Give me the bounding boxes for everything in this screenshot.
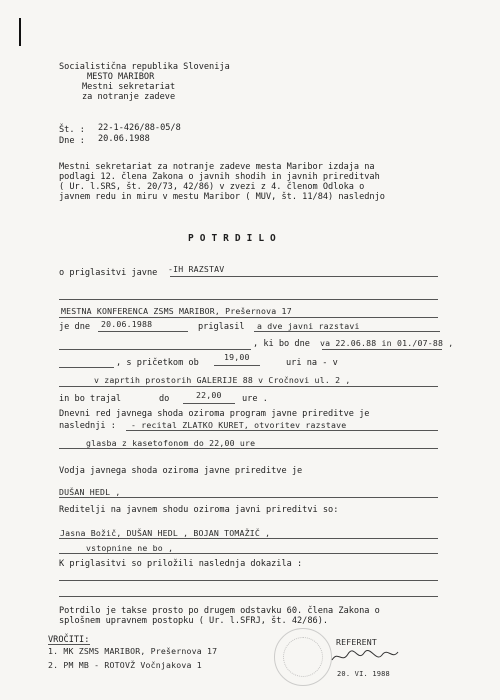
- stamp-date: 20. VI. 1988: [337, 670, 390, 678]
- form-l5-time: 19,00: [224, 352, 250, 362]
- form-l4-blank: [59, 349, 251, 350]
- form-l7-prefix: in bo trajal: [59, 394, 122, 404]
- form-l9-prefix: naslednji :: [59, 421, 116, 431]
- form-l7-suffix: ure .: [242, 394, 268, 404]
- form-l4-value: va 22.06.88 in 01./07-88 ,: [320, 338, 454, 348]
- form-l5-suffix: uri na - v: [286, 358, 338, 368]
- form-l2-value: MESTNA KONFERENCA ZSMS MARIBOR, Prešernova 17: [61, 306, 292, 316]
- form-l4-text: , ki bo dne: [253, 339, 310, 349]
- intro-line-2: podlagi 12. člena Zakona o javnih shodih in javnih prireditvah: [59, 172, 380, 182]
- form-l3-prefix: je dne: [59, 322, 91, 332]
- form-l1-prefix: o priglasitvi javne: [59, 268, 158, 278]
- form-l9-value: - recital ZLATKO KURET, otvoritev razstave: [131, 420, 347, 430]
- form-l12-value: DUŠAN HEDL ,: [59, 487, 121, 497]
- form-l7-time: 22,00: [196, 390, 222, 400]
- ref-date-label: Dne :: [59, 136, 85, 146]
- form-blank-line-2: [59, 596, 438, 597]
- form-l2-top-rule: [59, 299, 438, 300]
- footer-line-2: splošnem upravnem postopku ( Ur. l.SFRJ, št. 42/86).: [59, 616, 329, 626]
- form-l1-underline: [170, 276, 438, 277]
- form-l15-value: vstopnine ne bo ,: [86, 543, 174, 553]
- header-line-4: za notranje zadeve: [82, 92, 176, 102]
- vrociti-label: VROČITI:: [48, 635, 90, 645]
- form-l13: Reditelji na javnem shodu oziroma javni prireditvi so:: [59, 505, 339, 515]
- form-l8: Dnevni red javnega shoda oziroma program javne prireditve je: [59, 409, 370, 419]
- official-stamp: [274, 628, 332, 686]
- vrociti-underline: [48, 644, 90, 645]
- intro-line-3: ( Ur. l.SRS, št. 20/73, 42/86) v zvezi z 4. členom Odloka o: [59, 182, 365, 192]
- ref-number-value: 22-1-426/88-05/8: [98, 123, 181, 133]
- form-l4-underline: [322, 349, 442, 350]
- form-l5-blank: [59, 367, 114, 368]
- form-l6-underline: [59, 386, 438, 387]
- form-l12-underline: [59, 497, 438, 498]
- margin-mark: [19, 18, 21, 46]
- form-l15-underline: [59, 553, 438, 554]
- form-l7-time-underline: [183, 403, 235, 404]
- intro-line-1: Mestni sekretariat za notranje zadeve mesta Maribor izdaja na: [59, 162, 375, 172]
- form-l6-value: v zaprtih prostorih GALERIJE 88 v Cročnovi ul. 2 ,: [94, 375, 351, 385]
- form-l1-value: -IH RAZSTAV: [168, 264, 225, 274]
- form-l16: K priglasitvi so priložili naslednja dokazila :: [59, 559, 303, 569]
- form-blank-line-1: [59, 580, 438, 581]
- header-line-2: MESTO MARIBOR: [87, 72, 155, 82]
- form-l7-mid: do: [159, 394, 170, 404]
- form-l9-underline: [126, 430, 438, 431]
- form-l5-time-underline: [214, 365, 260, 366]
- form-l3-value: a dve javni razstavi: [257, 321, 360, 331]
- form-l3-date: 20.06.1988: [101, 319, 153, 329]
- header-line-3: Mestni sekretariat: [82, 82, 176, 92]
- form-l2-underline: [59, 317, 438, 318]
- intro-line-4: javnem redu in miru v mestu Maribor ( MUV, št. 11/84) naslednjo: [59, 192, 385, 202]
- header-line-1: Socialistična republika Slovenija: [59, 62, 230, 72]
- vrociti-item-1: 1. MK ZSMS MARIBOR, Prešernova 17: [48, 646, 218, 656]
- signature-scribble: [330, 648, 400, 666]
- document-title: POTRDILO: [188, 233, 282, 244]
- form-l3-date-underline: [98, 331, 188, 332]
- form-l14-value: Jasna Božič, DUŠAN HEDL , BOJAN TOMAŽIČ ,: [60, 528, 271, 538]
- form-l11: Vodja javnega shoda oziroma javne prireditve je: [59, 466, 303, 476]
- form-l3-mid: priglasil: [198, 322, 245, 332]
- vrociti-item-2: 2. PM MB - ROTOVŽ Vočnjakova 1: [48, 660, 202, 670]
- referent-label: REFERENT: [336, 637, 378, 647]
- form-l5-text: , s pričetkom ob: [116, 358, 199, 368]
- form-l10-underline: [59, 448, 438, 449]
- footer-line-1: Potrdilo je takse prosto po drugem odstavku 60. člena Zakona o: [59, 606, 380, 616]
- form-l3-underline: [254, 331, 440, 332]
- form-l10-value: glasba z kasetofonom do 22,00 ure: [86, 438, 256, 448]
- ref-date-value: 20.06.1988: [98, 134, 150, 144]
- ref-number-label: Št. :: [59, 125, 85, 135]
- form-l14-underline: [59, 538, 438, 539]
